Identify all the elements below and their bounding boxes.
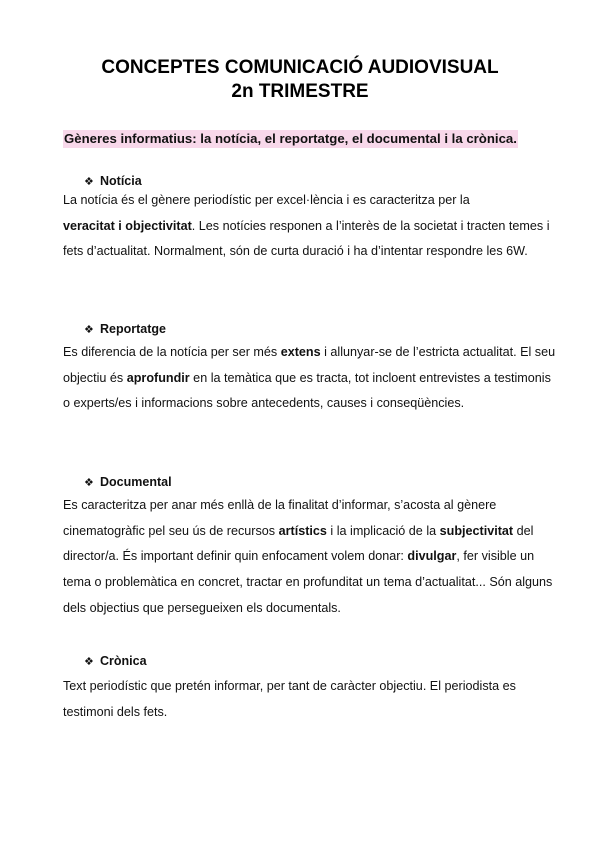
paragraph-bold-text: subjectivitat — [439, 523, 514, 538]
paragraph-text: . Les notícies responen a l’interès de la societat i tracten temes i fets d’actualitat. Normalment, són de curta duració i ha d’intentar respondre les 6W. — [63, 218, 550, 259]
paragraph-bold-text: aprofundir — [126, 370, 190, 385]
paragraph-text: i allunyar-se de l’estricta actualitat. El seu objectiu és — [63, 345, 556, 385]
paragraph-text: i la implicació de la — [326, 523, 440, 538]
paragraph-bold-text: extens — [280, 345, 321, 359]
section-heading-documental — [84, 474, 172, 491]
subtitle-highlight: Gèneres informatius: la notícia, el reportatge, el documental i la crònica. — [64, 131, 517, 146]
section-paragraph-documental — [63, 493, 559, 622]
section-paragraph-noticia — [63, 188, 559, 265]
section-heading-cronica — [84, 653, 147, 670]
paragraph-text: en la temàtica que es tracta, tot incloent entrevistes a testimonis o experts/es i informacions sobre antecedents, causes i conseqüències. — [63, 370, 551, 411]
section-heading-label: Documental — [100, 475, 172, 489]
paragraph-text: Es diferencia de la notícia per ser més — [63, 345, 281, 359]
paragraph-bold-text: veracitat i objectivitat — [63, 218, 192, 233]
diamond-bullet-icon: ❖ — [84, 656, 94, 668]
diamond-bullet-icon: ❖ — [84, 324, 94, 336]
paragraph-text: La notícia és el gènere periodístic per excel·lència i es caracteritza per la — [63, 193, 470, 207]
paragraph-text: del director/a. És important definir quin enfocament volem donar: — [63, 523, 534, 564]
paragraph-text: Text periodístic que pretén informar, per tant de caràcter objectiu. El periodista es testimoni dels fets. — [63, 679, 516, 719]
diamond-bullet-icon: ❖ — [84, 477, 94, 489]
section-heading-label: Reportatge — [100, 322, 166, 336]
paragraph-bold-text: artístics — [278, 523, 327, 538]
section-paragraph-reportatge — [63, 340, 559, 417]
diamond-bullet-icon: ❖ — [84, 176, 94, 188]
section-heading-label: Crònica — [100, 654, 147, 668]
document-title-line2: 2n TRIMESTRE — [231, 81, 369, 102]
paragraph-bold-text: divulgar — [407, 549, 457, 564]
paragraph-text: , fer visible un tema o problemàtica en concret, tractar en profunditat un tema d’actualitat... Són alguns dels objectius que persegueixen els documentals. — [63, 549, 553, 615]
section-paragraph-cronica — [63, 674, 559, 725]
section-heading-label: Notícia — [100, 174, 142, 188]
paragraph-text: Es caracteritza per anar més enllà de la finalitat d’informar, s’acosta al gènere cinematogràfic pel seu ús de recursos — [63, 498, 497, 538]
document-title-line1: CONCEPTES COMUNICACIÓ AUDIOVISUAL — [101, 57, 499, 78]
section-heading-reportatge — [84, 321, 166, 338]
